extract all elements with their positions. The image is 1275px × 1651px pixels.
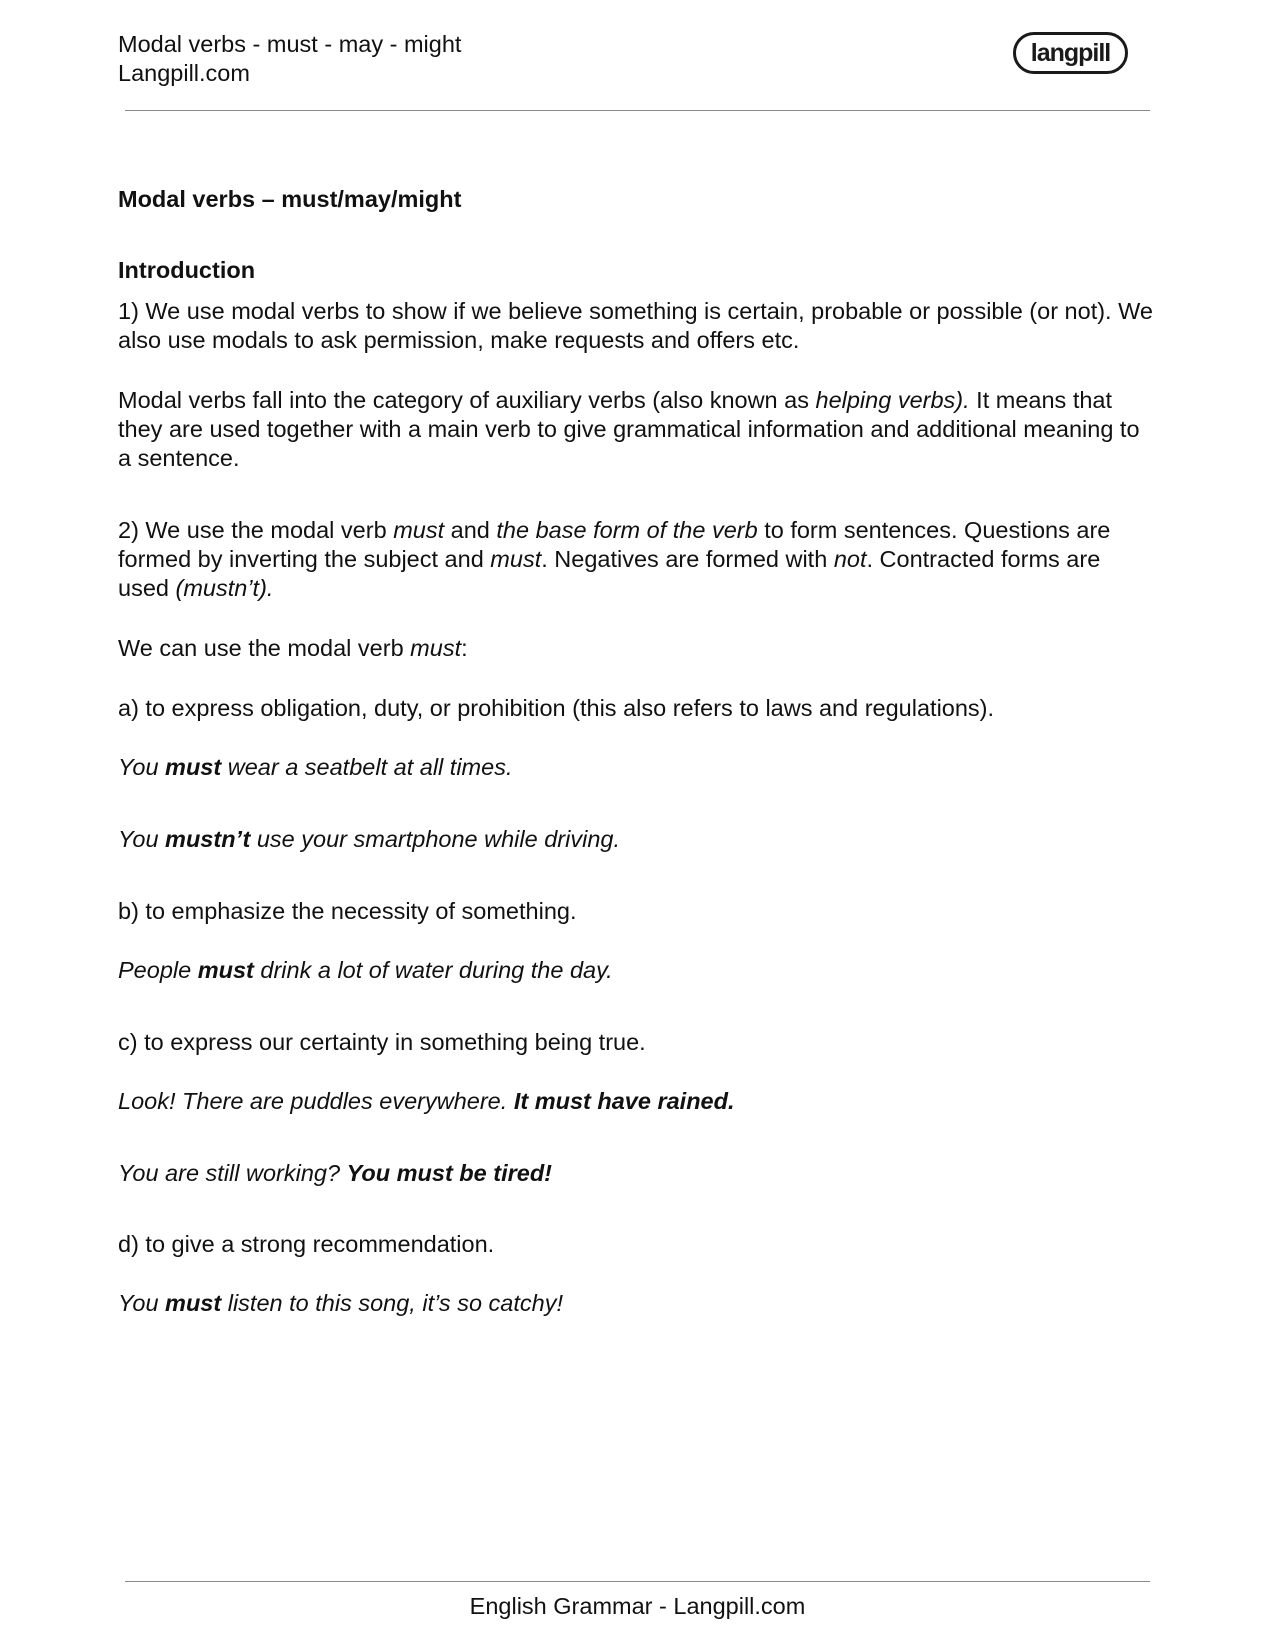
text-span: People bbox=[118, 957, 198, 983]
italic-term: must bbox=[490, 546, 542, 572]
document-title: Modal verbs – must/may/might bbox=[118, 186, 462, 212]
paragraph-1: 1) We use modal verbs to show if we believe something is certain, probable or possible (or not). We also use modals to ask permission, make requests and offers etc. bbox=[118, 298, 1153, 353]
bold-term: must bbox=[197, 957, 254, 983]
text-span: to form sentences. Questions are formed by inverting the subject and bbox=[118, 517, 1111, 572]
example-sentence bbox=[118, 1159, 1153, 1188]
text-span: You are still working? bbox=[118, 1160, 347, 1186]
text-span: You bbox=[118, 754, 166, 780]
section-heading-introduction: Introduction bbox=[118, 257, 256, 283]
langpill-logo bbox=[1013, 32, 1128, 74]
example-sentence bbox=[118, 1087, 1153, 1116]
header-divider bbox=[125, 110, 1150, 111]
italic-term: not bbox=[833, 546, 867, 572]
italic-term: helping verbs). bbox=[815, 387, 970, 413]
page-footer: English Grammar - Langpill.com bbox=[469, 1593, 806, 1619]
example-sentence bbox=[118, 1289, 1153, 1318]
list-item-b: b) to emphasize the necessity of something. bbox=[118, 898, 577, 924]
text-span: We can use the modal verb bbox=[118, 635, 411, 661]
header-title: Modal verbs - must - may - might bbox=[118, 31, 462, 57]
example-sentence bbox=[118, 753, 1153, 782]
text-span: wear a seatbelt at all times. bbox=[221, 754, 513, 780]
bold-term: mustn’t bbox=[165, 826, 251, 852]
example-sentence bbox=[118, 956, 1153, 985]
footer-divider bbox=[125, 1581, 1150, 1582]
text-span: Look! There are puddles everywhere. bbox=[118, 1088, 514, 1114]
list-item-d: d) to give a strong recommendation. bbox=[118, 1231, 495, 1257]
text-span: drink a lot of water during the day. bbox=[253, 957, 613, 983]
text-span: . Contracted forms are used bbox=[118, 546, 1101, 601]
text-span: It means that they are used together with a main verb to give grammatical information and additional meaning to a sentence. bbox=[118, 387, 1140, 471]
bold-term: It must have rained. bbox=[513, 1088, 735, 1114]
paragraph-2 bbox=[118, 386, 1153, 473]
text-span: 2) We use the modal verb bbox=[118, 517, 394, 543]
paragraph-4 bbox=[118, 634, 1153, 663]
header-site: Langpill.com bbox=[118, 60, 250, 86]
text-span: and bbox=[444, 517, 497, 543]
list-item-a: a) to express obligation, duty, or prohibition (this also refers to laws and regulations). bbox=[118, 695, 995, 721]
bold-term: must bbox=[165, 754, 222, 780]
list-item-c: c) to express our certainty in something being true. bbox=[118, 1029, 646, 1055]
text-span: : bbox=[461, 635, 468, 661]
logo-text: langpill bbox=[1030, 38, 1111, 67]
document-body bbox=[118, 185, 1153, 1318]
italic-term: must bbox=[393, 517, 445, 543]
text-span: listen to this song, it’s so catchy! bbox=[221, 1290, 563, 1316]
text-span: Modal verbs fall into the category of auxiliary verbs (also known as bbox=[118, 387, 816, 413]
text-span: You bbox=[118, 1290, 166, 1316]
text-span: You bbox=[118, 826, 166, 852]
text-span: . Negatives are formed with bbox=[541, 546, 834, 572]
example-sentence bbox=[118, 825, 1153, 854]
italic-term: the base form of the verb bbox=[496, 517, 758, 543]
paragraph-3 bbox=[118, 516, 1153, 603]
text-span: use your smartphone while driving. bbox=[250, 826, 620, 852]
italic-term: must bbox=[410, 635, 462, 661]
bold-term: You must be tired! bbox=[346, 1160, 553, 1186]
page-header bbox=[118, 30, 461, 88]
italic-term: (mustn’t). bbox=[175, 575, 274, 601]
bold-term: must bbox=[165, 1290, 222, 1316]
